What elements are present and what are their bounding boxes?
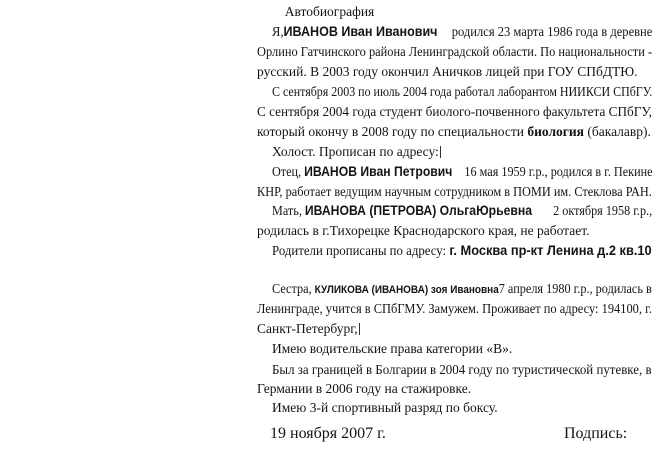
p4-line1: Отец, ИВАНОВ Иван Петрович 16 мая 1959 г.р., родился в г. Пекине <box>272 164 653 179</box>
p6-line1: Родители прописаны по адресу: г. Москва пр-кт Ленина д.2 кв.10 <box>272 243 652 258</box>
p1-line3: русский. В 2003 году окончил Аничков лицей при ГОУ СПбДТЮ. <box>257 64 638 79</box>
person-name: ИВАНОВ Иван Иванович <box>283 24 438 39</box>
p7-line2: Ленинграде, учится в СПбГМУ. Замужем. Проживает по адресу: 194100, г. <box>257 301 652 316</box>
p4-line2: КНР, работает ведущим научным сотрудником в ПОМИ им. Стеклова РАН. <box>257 184 652 199</box>
p5-line1: Мать, ИВАНОВА (ПЕТРОВА) ОльгаЮрьевна 2 октября 1958 г.р., <box>272 203 653 218</box>
p1-line2: Орлино Гатчинского района Ленинградской области. По национальности - <box>257 44 653 59</box>
mother-name: ИВАНОВА (ПЕТРОВА) ОльгаЮрьевна <box>304 203 533 218</box>
p9-line1: Был за границей в Болгарии в 2004 году по туристической путевке, в <box>272 362 652 377</box>
p5-line2: родилась в г.Тихорецке Краснодарского края, не работает. <box>257 223 590 238</box>
p7-line3: Санкт-Петербург, <box>257 321 358 336</box>
parents-address: г. Москва пр-кт Ленина д.2 кв.10 <box>449 243 652 258</box>
document-title: Автобиография <box>284 4 375 19</box>
p2-line3: который окончу в 2008 году по специальности биология (бакалавр). <box>257 124 651 139</box>
signature-label: Подпись: <box>564 425 628 442</box>
p8-line1: Имею водительские права категории «В». <box>272 341 513 356</box>
text-cursor <box>440 146 441 158</box>
p1-line1: Я,ИВАНОВ Иван Иванович родился 23 марта 1986 года в деревне <box>272 24 653 39</box>
specialty: биология <box>527 124 584 139</box>
p2-line2: С сентября 2004 года студент биолого-почвенного факультета СПбГУ, <box>257 104 652 119</box>
p3-line1: Холост. Прописан по адресу: <box>272 144 439 159</box>
p9-line2: Германии в 2006 году на стажировке. <box>257 381 472 396</box>
p7-line1: Сестра, КУЛИКОВА (ИВАНОВА) зоя Ивановна7 апреля 1980 г.р., родилась в <box>272 281 652 296</box>
father-name: ИВАНОВ Иван Петрович <box>304 164 453 179</box>
p2-line1: С сентября 2003 по июль 2004 года работал лаборантом НИИКСИ СПбГУ. <box>272 84 653 99</box>
text-cursor <box>359 323 360 335</box>
document-date: 19 ноября 2007 г. <box>270 425 386 442</box>
p10-line1: Имею 3-й спортивный разряд по боксу. <box>272 400 498 415</box>
sister-name: КУЛИКОВА (ИВАНОВА) зоя Ивановна <box>314 284 499 296</box>
